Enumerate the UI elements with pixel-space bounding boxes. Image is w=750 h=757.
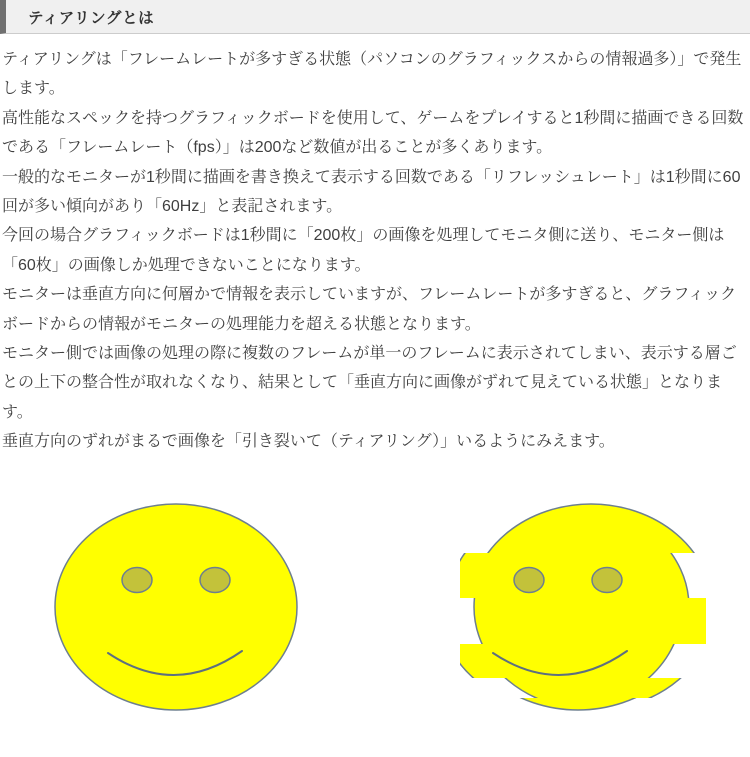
section-heading [0, 0, 750, 34]
smiley-face-graphic [472, 598, 706, 644]
left-eye [122, 567, 152, 592]
tear-slice [460, 698, 706, 713]
smiley-normal-image [53, 501, 299, 713]
smiley-torn-image [460, 501, 706, 713]
tearing-illustration [0, 501, 750, 753]
smiley-face-graphic [460, 698, 701, 713]
section-heading-text: ティアリングとは [28, 9, 155, 27]
paragraph-3: 一般的なモニターが1秒間に描画を書き換えて表示する回数である「リフレッシュレート」は1秒間に60回が多い傾向があり「60Hz」と表記されます。 [2, 168, 741, 216]
face-outline [460, 553, 689, 598]
paragraph-5: モニターは垂直方向に何層かで情報を表示していますが、フレームレートが多すぎると、グラフィックボードからの情報がモニターの処理能力を超える状態となります。 [2, 286, 737, 333]
left-eye [514, 567, 544, 592]
face-outline [460, 698, 699, 710]
tear-slice [460, 678, 706, 698]
paragraph-7: 垂直方向のずれがまるで画像を「引き裂いて（ティアリング）」いるようにみえます。 [2, 433, 615, 451]
paragraph-2: 高性能なスペックを持つグラフィックボードを使用して、ゲームをプレイすると1秒間に描画できる回数である「フレームレート（fps）」は200など数値が出ることが多くあります。 [2, 109, 744, 157]
paragraph-6: モニター側では画像の処理の際に複数のフレームが単一のフレームに表示されてしまい、表示する層ごとの上下の整合性が取れなくなり、結果として「垂直方向に画像がずれて見えている状態」となります。 [2, 345, 737, 421]
article-body [0, 45, 750, 457]
smiley-face-graphic [460, 644, 684, 678]
tear-slice [460, 644, 706, 678]
right-eye [592, 567, 622, 592]
tear-slice [460, 598, 706, 644]
smiley-face-graphic [468, 501, 706, 553]
face-outline [55, 504, 297, 710]
face-outline [470, 504, 706, 553]
smiley-face-graphic [460, 553, 691, 598]
face-outline [474, 598, 706, 644]
face-outline [472, 678, 706, 698]
face-outline [460, 644, 682, 678]
paragraph-4: 今回の場合グラフィックボードは1秒間に「200枚」の画像を処理してモニタ側に送り、モニター側は「60枚」の画像しか処理できないことになります。 [2, 227, 725, 274]
paragraph-1: ティアリングは「フレームレートが多すぎる状態（パソコンのグラフィックスからの情報過多）」で発生します。 [2, 51, 742, 98]
smiley-face-graphic [53, 501, 299, 713]
tear-slice [460, 553, 706, 598]
right-eye [200, 567, 230, 592]
tear-slice [460, 501, 706, 553]
smiley-face-graphic [470, 678, 706, 698]
